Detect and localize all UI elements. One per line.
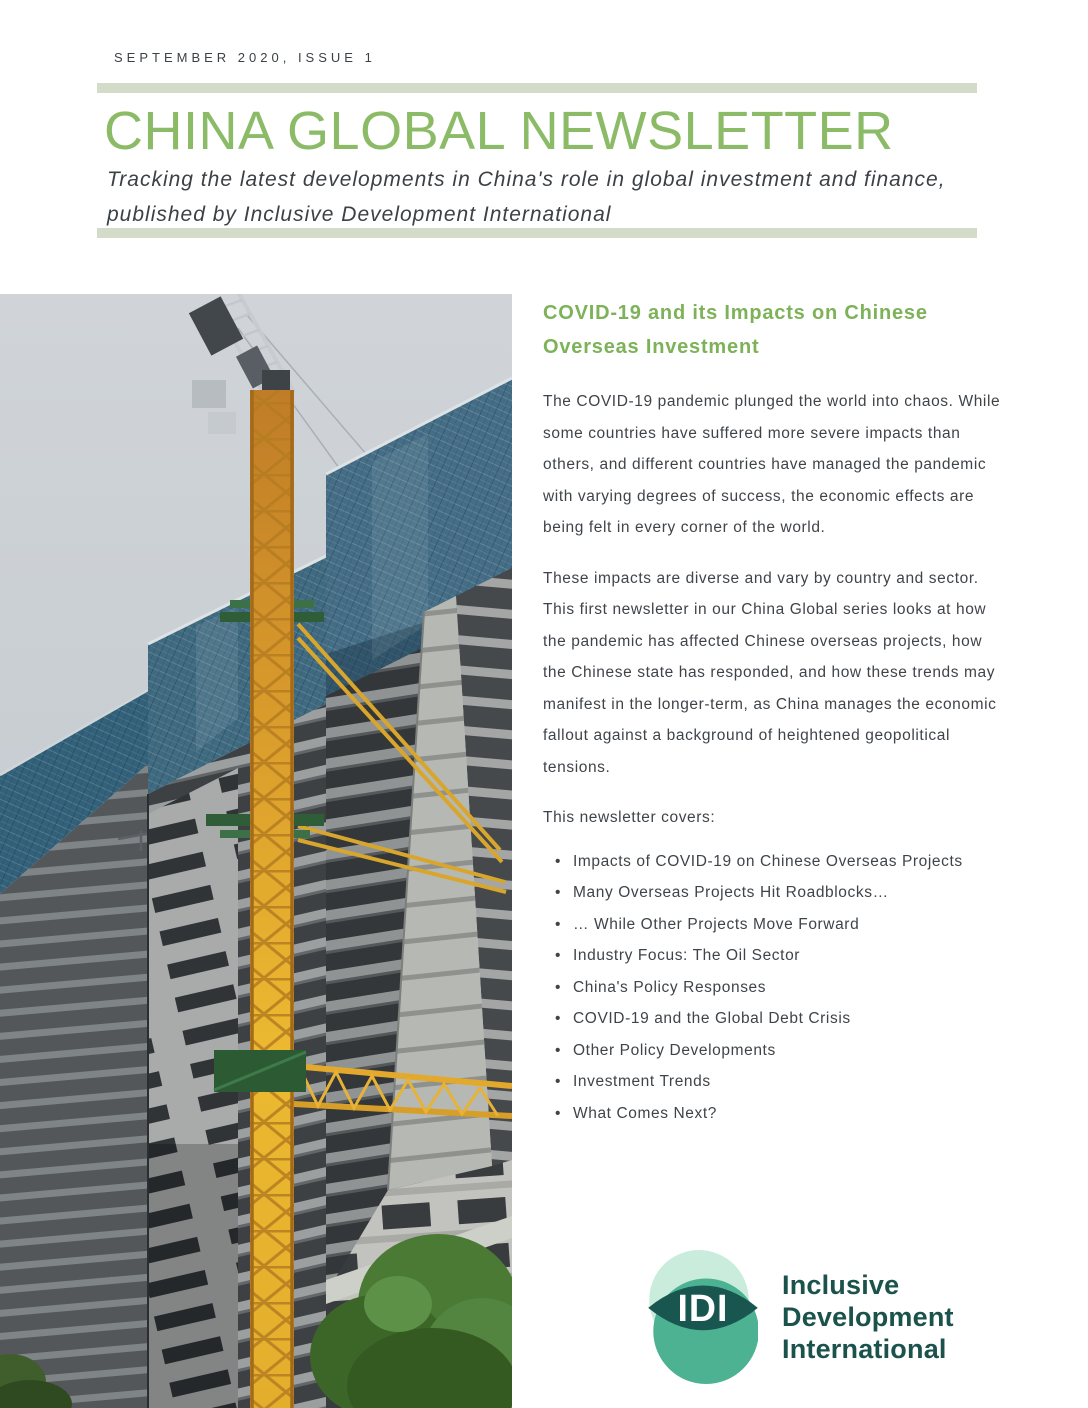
newsletter-subtitle: Tracking the latest developments in China's role in global investment and finance, published by Inclusive Development International	[107, 168, 946, 226]
list-item: • Investment Trends	[543, 1066, 1009, 1098]
publisher-logo	[648, 1248, 954, 1385]
article-paragraph: These impacts are diverse and vary by country and sector. This first newsletter in our China Global series looks at how the pandemic has affected Chinese overseas projects, how the Chinese state has responded, and how these trends may manifest in the longer-term, as China manages the economic fallout against a background of heightened geopolitical tensions.	[543, 569, 997, 776]
left-tower	[148, 556, 326, 1408]
divider-rule-bottom	[97, 228, 977, 238]
list-item: • China's Policy Responses	[543, 972, 1009, 1004]
contents-list	[543, 846, 1009, 1130]
list-item: • Many Overseas Projects Hit Roadblocks…	[543, 877, 1009, 909]
covers-label: This newsletter covers:	[543, 809, 716, 826]
construction-site-photo	[0, 294, 512, 1408]
wordmark-line: International	[782, 1333, 947, 1364]
list-item: • Industry Focus: The Oil Sector	[543, 940, 1009, 972]
list-item: • What Comes Next?	[543, 1098, 1009, 1130]
list-item: • COVID-19 and the Global Debt Crisis	[543, 1003, 1009, 1035]
background-tower	[0, 690, 162, 1408]
list-item: • Other Policy Developments	[543, 1035, 1009, 1067]
crane-mast	[250, 390, 294, 1408]
article-paragraph: The COVID-19 pandemic plunged the world into chaos. While some countries have suffered more severe impacts than others, and different countries have managed the pandemic with varying degrees of success, the economic effects are being felt in every corner of the world.	[543, 393, 1001, 536]
article-heading: COVID-19 and its Impacts on Chinese Overseas Investment	[543, 302, 928, 358]
idi-monogram: IDI	[677, 1287, 729, 1330]
idi-logo-icon	[648, 1248, 758, 1385]
wordmark-line: Development	[782, 1301, 954, 1332]
wordmark-line: Inclusive	[782, 1269, 900, 1300]
issue-kicker: SEPTEMBER 2020, ISSUE 1	[114, 50, 376, 65]
publisher-wordmark	[782, 1269, 954, 1365]
list-item: • Impacts of COVID-19 on Chinese Overseas Projects	[543, 846, 1009, 878]
newsletter-title: CHINA GLOBAL NEWSLETTER	[104, 101, 894, 161]
article-column	[543, 296, 1009, 1129]
divider-rule-top	[97, 83, 977, 93]
list-item: • … While Other Projects Move Forward	[543, 909, 1009, 941]
